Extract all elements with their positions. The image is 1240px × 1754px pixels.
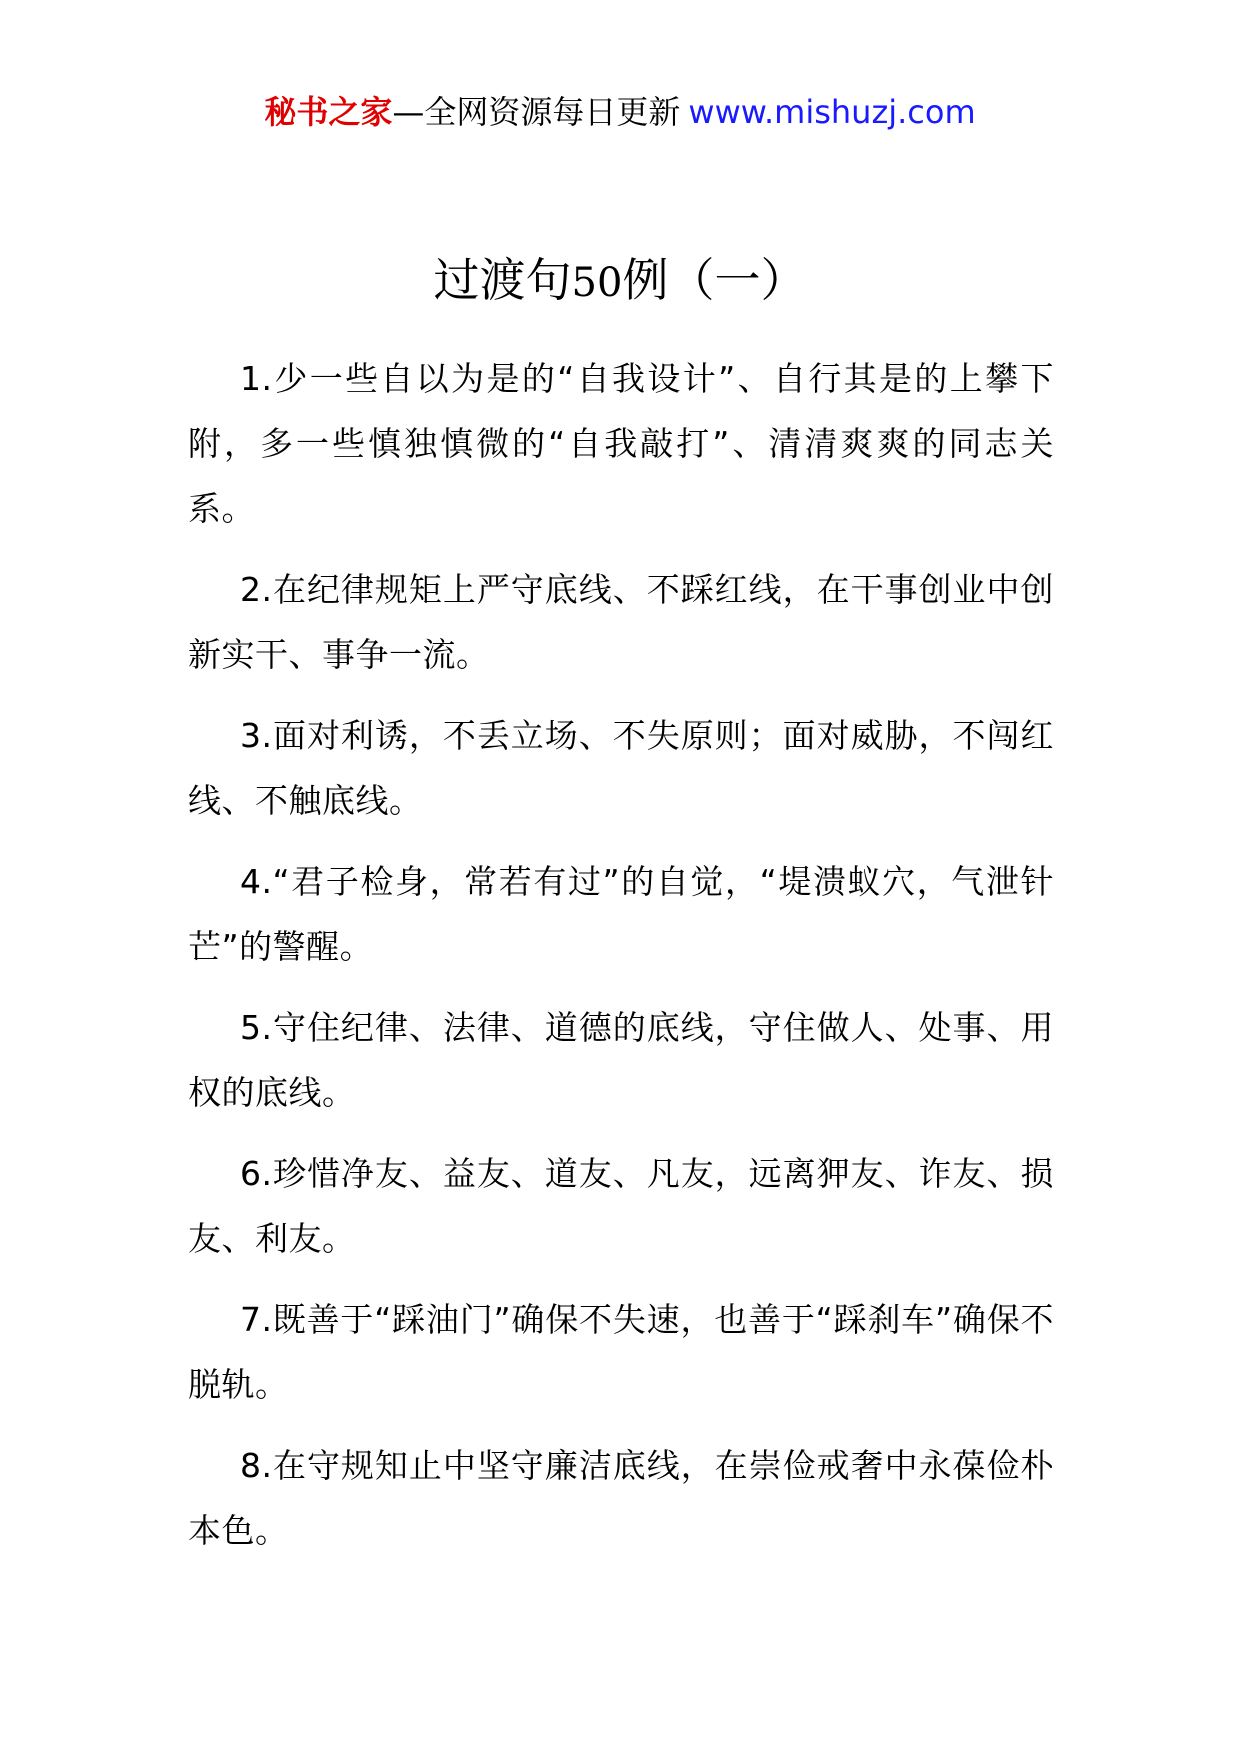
header-tagline: —全网资源每日更新 xyxy=(392,93,681,131)
document-title xyxy=(0,252,1240,311)
title-number: 50 xyxy=(571,260,623,306)
paragraph-8: 8.在守规知止中坚守廉洁底线，在崇俭戒奢中永葆俭朴本色。 xyxy=(188,1446,1054,1550)
brand-name: 秘书之家 xyxy=(264,93,393,131)
title-prefix: 过渡句 xyxy=(433,253,572,307)
paragraph-4: 4.“君子检身，常若有过”的自觉，“堤溃蚁穴，气泄针芒”的警醒。 xyxy=(188,862,1054,966)
title-suffix: 例（一） xyxy=(622,253,807,307)
paragraph-2: 2.在纪律规矩上严守底线、不踩红线，在干事创业中创新实干、事争一流。 xyxy=(188,570,1054,674)
paragraph-6: 6.珍惜净友、益友、道友、凡友，远离狎友、诈友、损友、利友。 xyxy=(188,1154,1054,1258)
paragraph-1: 1.少一些自以为是的“自我设计”、自行其是的上攀下附，多一些慎独慎微的“自我敲打”、清清爽爽的同志关系。 xyxy=(188,359,1054,528)
paragraph-3: 3.面对利诱，不丢立场、不失原则；面对威胁，不闯红线、不触底线。 xyxy=(188,716,1054,820)
site-header xyxy=(0,92,1240,132)
document-body xyxy=(188,346,1054,1579)
paragraph-7: 7.既善于“踩油门”确保不失速，也善于“踩刹车”确保不脱轨。 xyxy=(188,1300,1054,1404)
paragraph-5: 5.守住纪律、法律、道德的底线，守住做人、处事、用权的底线。 xyxy=(188,1008,1054,1112)
site-url-link[interactable]: www.mishuzj.com xyxy=(688,93,976,131)
